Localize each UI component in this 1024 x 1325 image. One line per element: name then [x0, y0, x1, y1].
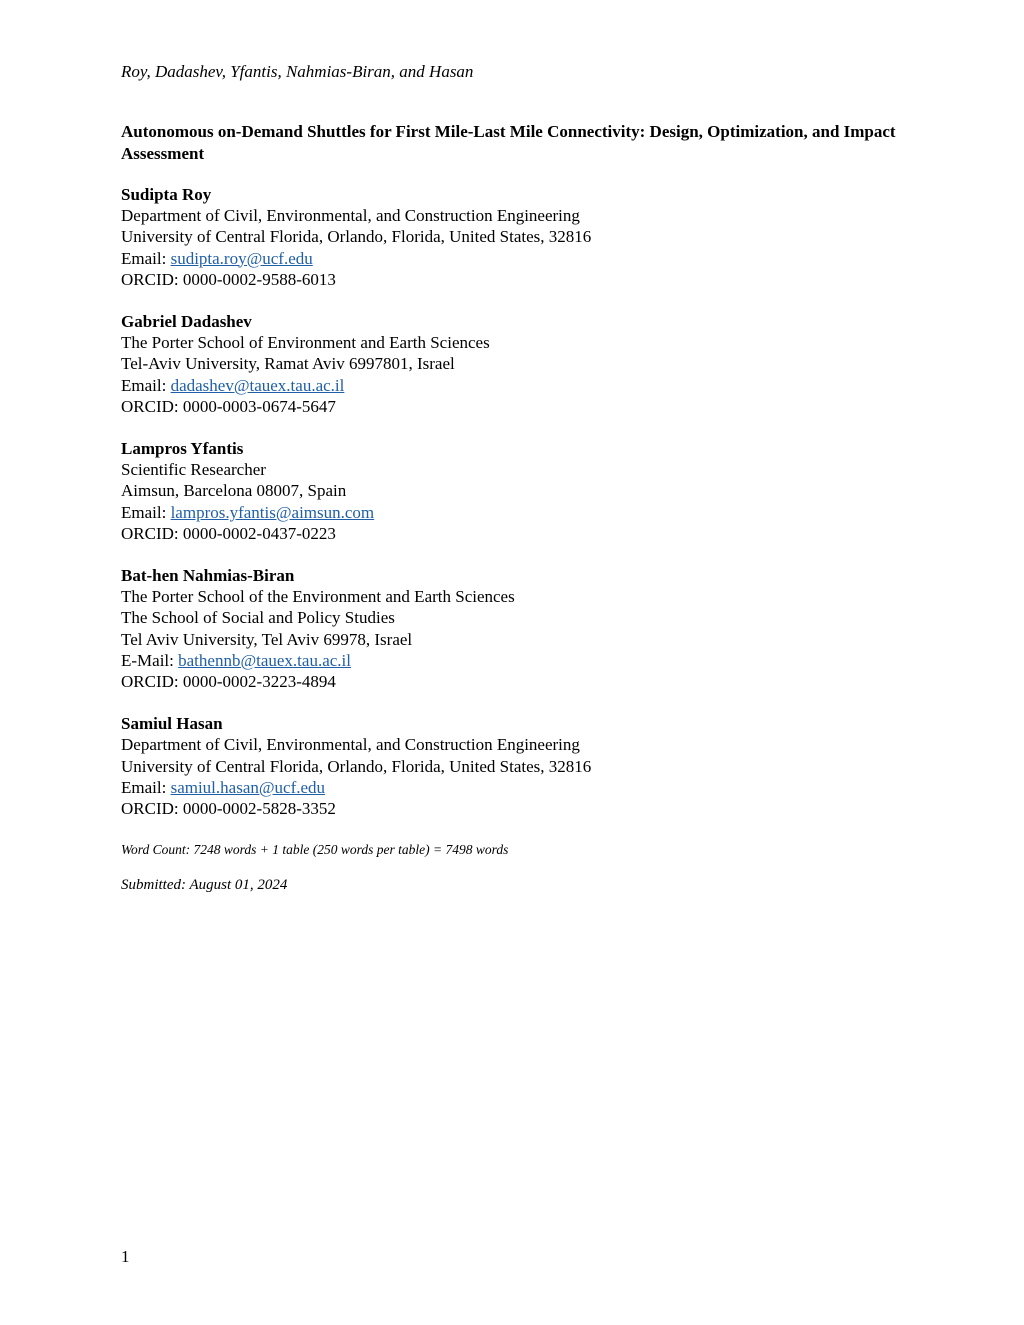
orcid-line: ORCID: 0000-0003-0674-5647: [121, 396, 336, 416]
affiliation-line: Aimsun, Barcelona 08007, Spain: [121, 481, 347, 501]
email-line: [121, 650, 921, 671]
affiliation-line: University of Central Florida, Orlando, Florida, United States, 32816: [121, 756, 592, 776]
author-name: Lampros Yfantis: [121, 439, 244, 459]
affiliation-line: The Porter School of the Environment and Earth Sciences: [121, 587, 515, 607]
orcid-line: ORCID: 0000-0002-9588-6013: [121, 269, 336, 289]
affiliation-line: The School of Social and Policy Studies: [121, 608, 395, 628]
author-name: Samiul Hasan: [121, 714, 223, 734]
email-label: Email:: [121, 375, 171, 395]
email-line: [121, 502, 921, 523]
author-name: Gabriel Dadashev: [121, 312, 252, 332]
affiliation-line: University of Central Florida, Orlando, Florida, United States, 32816: [121, 227, 592, 247]
orcid-line: ORCID: 0000-0002-0437-0223: [121, 523, 336, 543]
email-line: [121, 248, 921, 269]
orcid-line: ORCID: 0000-0002-3223-4894: [121, 672, 336, 692]
email-link[interactable]: bathennb@tauex.tau.ac.il: [178, 650, 351, 670]
affiliation-line: Tel Aviv University, Tel Aviv 69978, Israel: [121, 629, 413, 649]
affiliation-line: Department of Civil, Environmental, and Construction Engineering: [121, 206, 580, 226]
author-block: [121, 184, 921, 290]
affiliation-line: Tel-Aviv University, Ramat Aviv 6997801, Israel: [121, 354, 455, 374]
author-block: [121, 565, 921, 692]
author-name: Bat-hen Nahmias-Biran: [121, 566, 295, 586]
running-header: Roy, Dadashev, Yfantis, Nahmias-Biran, and Hasan: [121, 62, 474, 81]
word-count: Word Count: 7248 words + 1 table (250 words per table) = 7498 words: [121, 842, 509, 857]
affiliation-line: Scientific Researcher: [121, 460, 266, 480]
author-block: [121, 713, 921, 819]
author-name: Sudipta Roy: [121, 185, 212, 204]
orcid-line: ORCID: 0000-0002-5828-3352: [121, 799, 336, 819]
email-label: Email:: [121, 502, 171, 522]
email-link[interactable]: lampros.yfantis@aimsun.com: [170, 502, 375, 522]
email-link[interactable]: dadashev@tauex.tau.ac.il: [170, 375, 345, 395]
email-line: [121, 777, 921, 798]
email-link[interactable]: samiul.hasan@ucf.edu: [170, 777, 326, 797]
author-list: [121, 184, 921, 840]
email-label: Email:: [121, 248, 171, 268]
affiliation-line: Department of Civil, Environmental, and Construction Engineering: [121, 735, 580, 755]
document-page: [121, 0, 921, 1325]
author-block: [121, 438, 921, 544]
author-block: [121, 311, 921, 417]
paper-title: Autonomous on-Demand Shuttles for First Mile-Last Mile Connectivity: Design, Optimization, and Impact Assessment: [121, 122, 896, 163]
email-label: E-Mail:: [121, 650, 179, 670]
email-line: [121, 375, 921, 396]
affiliation-line: The Porter School of Environment and Earth Sciences: [121, 333, 490, 353]
page-number: 1: [121, 1247, 130, 1266]
email-label: Email:: [121, 777, 171, 797]
email-link[interactable]: sudipta.roy@ucf.edu: [170, 248, 313, 268]
submission-date: Submitted: August 01, 2024: [121, 877, 288, 893]
